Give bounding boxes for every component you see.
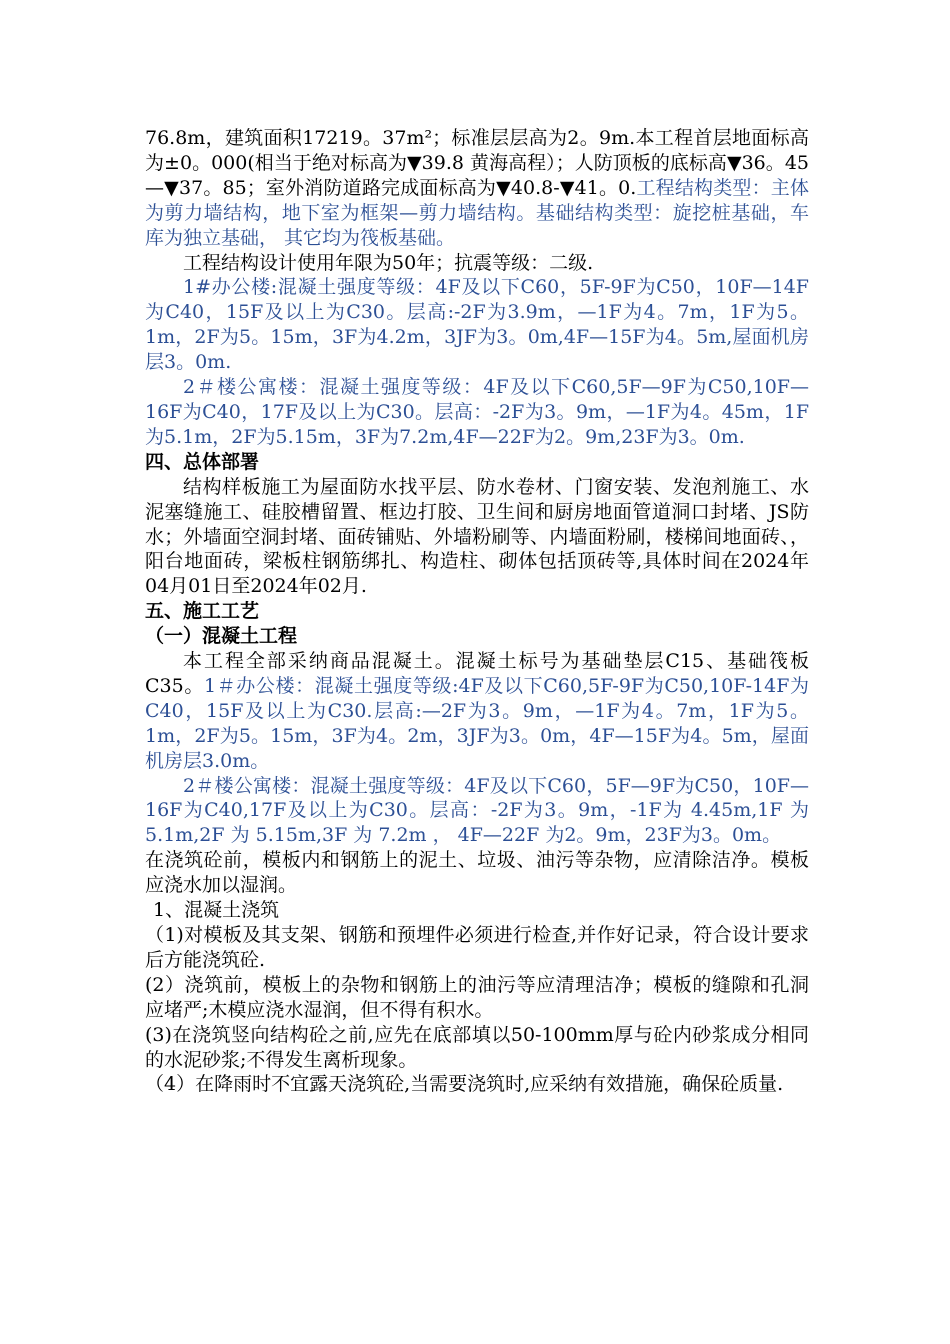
text-concrete-grade: 本工程全部采纳商品混凝土。混凝土标号为基础垫层C15、基础筏板C35。 (145, 650, 809, 697)
paragraph-cleaning: 在浇筑砼前，模板内和钢筋上的泥土、垃圾、油污等杂物，应清除洁净。模板应浇水加以湿润。 (145, 849, 809, 897)
document-body (145, 126, 809, 1097)
list-item-3: (3)在浇筑竖向结构砼之前,应先在底部填以50-100mm厚与砼内砂浆成分相同的水泥砂浆;不得发生离析现象。 (145, 1023, 809, 1071)
paragraph-office-building: 1#办公楼:混凝土强度等级：4F及以下C60，5F-9F为C50，10F—14F为C40，15F及以上为C30。层高:-2F为3.9m，—1F为4。7m，1F为5。1m，2F为5。15m，3F为4.2m，3JF为3。0m,4F—15F为4。5m,屋面机房层3。0m. (145, 276, 809, 374)
text-elevations: 76.8m，建筑面积17219。37m²；标准层层高为2。9m.本工程首层地面标高为±0。000(相当于绝对标高为▼39.8 黄海高程）；人防顶板的底标高▼36。45—▼37。85；室外消防道路完成面标高为▼40.8-▼41。0. (145, 127, 809, 199)
list-item-2: (2）浇筑前，模板上的杂物和钢筋上的油污等应清理洁净；模板的缝隙和孔洞应堵严;木模应浇水湿润，但不得有积水。 (145, 973, 809, 1021)
paragraph-apartment-building: 2＃楼公寓楼：混凝土强度等级：4F及以下C60,5F—9F为C50,10F—16F为C40，17F及以上为C30。层高：-2F为3。9m，—1F为4。45m，1F为5.1m，2F为5.15m，3F为7.2m,4F—22F为2。9m,23F为3。0m. (145, 376, 809, 448)
text-office-concrete: 1＃办公楼：混凝土强度等级:4F及以下C60,5F-9F为C50,10F-14F为C40，15F及以上为C30.层高:—2F为3。9m，—1F为4。7m，1F为5。1m，2F为5。15m，3F为4。2m，3JF为3。0m，4F—15F为4。5m，屋面机房层3.0m。 (145, 674, 809, 772)
paragraph-building-elevations (145, 126, 809, 251)
text-structure-type: 工程结构类型：主体为剪力墙结构，地下室为框架—剪力墙结构。基础结构类型：旋挖桩基础，车库为独立基础， 其它均为筏板基础。 (145, 176, 809, 249)
section-heading-overall-deployment: 四、总体部署 (145, 450, 260, 473)
list-item-4: （4）在降雨时不宜露天浇筑砼,当需要浇筑时,应采纳有效措施，确保砼质量. (145, 1073, 784, 1096)
subsection-heading-concrete: （一）混凝土工程 (145, 625, 298, 648)
paragraph-design-life: 工程结构设计使用年限为50年；抗震等级：二级. (183, 251, 594, 274)
paragraph-concrete-intro (145, 649, 809, 774)
section-heading-construction-process: 五、施工工艺 (145, 600, 260, 623)
item-title-pouring: 1、混凝土浇筑 (153, 899, 280, 922)
paragraph-apartment-concrete: 2＃楼公寓楼：混凝土强度等级：4F及以下C60，5F—9F为C50，10F—16F为C40,17F及以上为C30。层高：-2F为3。9m，-1F为 4.45m,1F 为 5.1m,2F 为 5.15m,3F 为 7.2m ， 4F—22F 为2。9m，23F为3。0m。 (145, 774, 809, 847)
paragraph-sample-construction: 结构样板施工为屋面防水找平层、防水卷材、门窗安装、发泡剂施工、水泥塞缝施工、硅胶槽留置、框边打胶、卫生间和厨房地面管道洞口封堵、JS防水；外墙面空洞封堵、面砖铺贴、外墙粉刷等、内墙面粉刷，楼梯间地面砖、，阳台地面砖，梁板柱钢筋绑扎、构造柱、砌体包括顶砖等,具体时间在2024年04月01日至2024年02月. (145, 475, 809, 598)
list-item-1: （1)对模板及其支架、钢筋和预埋件必须进行检查,并作好记录，符合设计要求后方能浇筑砼. (145, 924, 809, 971)
